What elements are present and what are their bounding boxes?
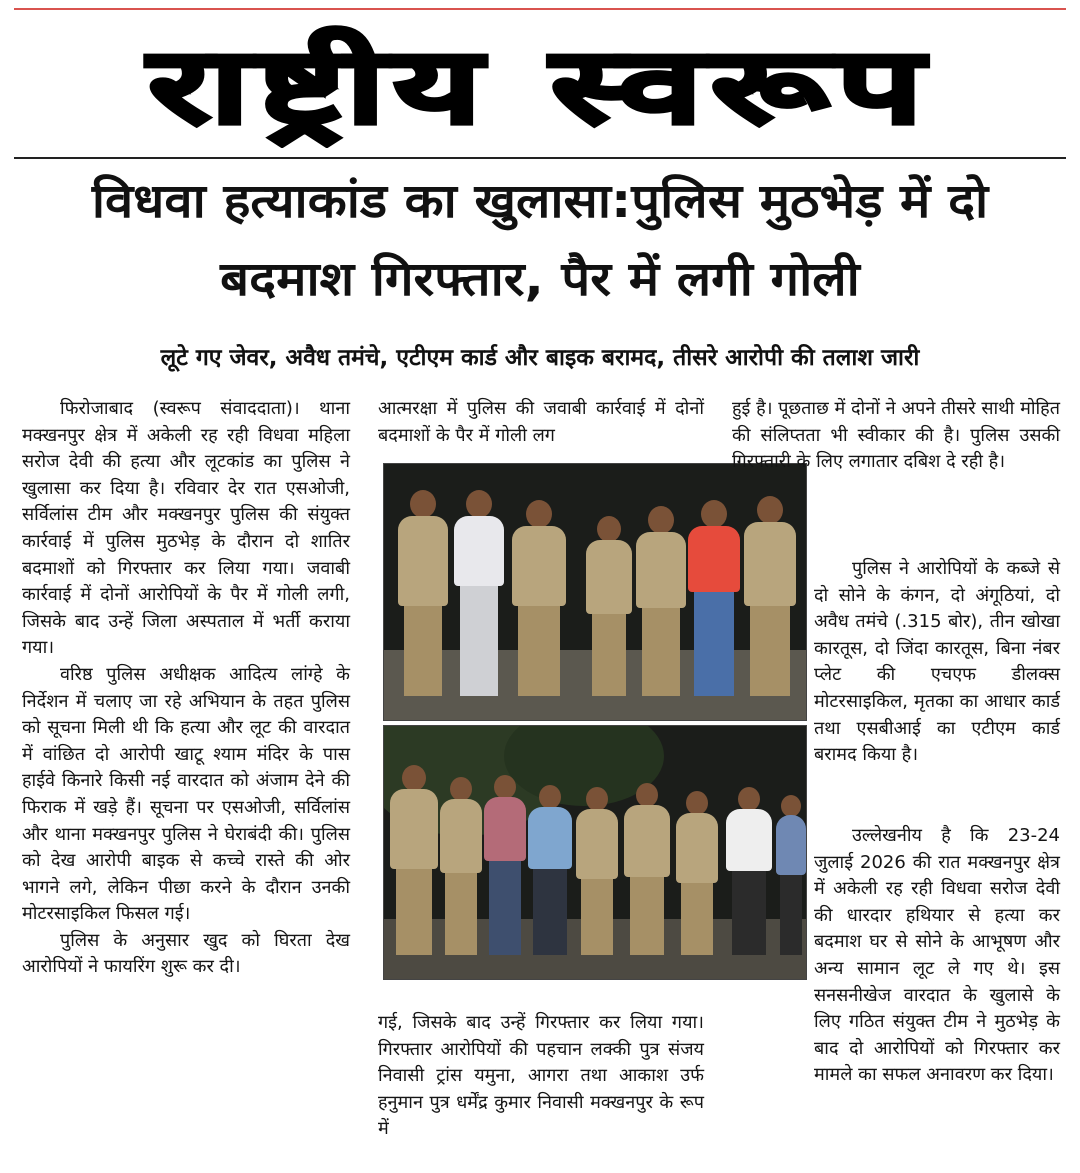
article-paragraph: वरिष्ठ पुलिस अधीक्षक आदित्य लांग्हे के निर्देशन में चलाए जा रहे अभियान के तहत पुलिस को सूचना मिली थी कि हत्या और लूट की वारदात में वांछित दो आरोपी खाटू श्याम मंदिर के पास हाईवे किनारे किसी नई वारदात को अंजाम देने की फिराक में खड़े हैं। सूचना पर एसओजी, सर्विलांस और थाना मक्खनपुर पुलिस ने घेराबंदी की। पुलिस को देख आरोपी बाइक से कच्चे रास्ते की ओर भागने लगे, लेकिन पीछा करने के दौरान उनकी मोटरसाइकिल फिसल गई। xyxy=(22,663,350,925)
photo-police-with-accused-1 xyxy=(383,463,807,721)
headline-line-1: विधवा हत्याकांड का खुलासा:पुलिस मुठभेड़ में दो xyxy=(91,174,989,229)
article-paragraph: पुलिस ने आरोपियों के कब्जे से दो सोने के कंगन, दो अंगूठियां, दो अवैध तमंचे (.315 बोर), तीन खोखा कारतूस, दो जिंदा कारतूस, बिना नंबर प्लेट की एचएफ डीलक्स मोटरसाइकिल, मृतका का आधार कार्ड तथा एसबीआई का एटीएम कार्ड बरामद किया है। xyxy=(814,558,1060,766)
subheadline: लूटे गए जेवर, अवैध तमंचे, एटीएम कार्ड और बाइक बरामद, तीसरे आरोपी की तलाश जारी xyxy=(160,345,920,371)
photo-police-with-accused-2 xyxy=(383,725,807,980)
article-paragraph: फिरोजाबाद (स्वरूप संवाददाता)। थाना मक्खनपुर क्षेत्र में अकेली रह रही विधवा महिला सरोज देवी की हत्या और लूटकांड का पुलिस ने खुलासा कर दिया है। रविवार देर रात एसओजी, सर्विलांस टीम और मक्खनपुर पुलिस की संयुक्त कार्रवाई में पुलिस मुठभेड़ के दौरान दो शातिर बदमाशों को गिरफ्तार कर लिया गया। जवाबी कार्रवाई में दोनों आरोपियों के पैर में गोली लगी, जिसके बाद उन्हें जिला अस्पताल में भर्ती कराया गया। xyxy=(22,398,350,659)
article-paragraph: उल्लेखनीय है कि 23-24 जुलाई 2026 की रात मक्खनपुर क्षेत्र में अकेली रह रही विधवा सरोज देवी की धारदार हथियार से हत्या कर बदमाश घर से सोने के आभूषण और अन्य सामान लूट ले गए थे। इस सनसनीखेज वारदात के खुलासे के लिए गठित संयुक्त टीम ने मुठभेड़ के बाद दो आरोपियों को गिरफ्तार कर मामले का सफल अनावरण कर दिया। xyxy=(814,825,1060,1086)
article-column-3-top xyxy=(732,396,1060,476)
masthead-title: राष्ट्रीय स्वरूप xyxy=(148,25,932,147)
masthead xyxy=(20,18,1060,154)
article-column-2-bottom xyxy=(378,1010,704,1143)
article-paragraph: आत्मरक्षा में पुलिस की जवाबी कार्रवाई में दोनों बदमाशों के पैर में गोली लग xyxy=(378,398,704,446)
article-column-1 xyxy=(22,396,350,981)
masthead-rule xyxy=(14,157,1066,159)
article-column-3-narrow-2 xyxy=(814,823,1060,1089)
article-column-3-narrow xyxy=(814,556,1060,769)
top-red-rule xyxy=(14,8,1066,10)
article-paragraph: हुई है। पूछताछ में दोनों ने अपने तीसरे साथी मोहित की संलिप्तता भी स्वीकार की है। पुलिस उसकी गिरफ्तारी के लिए लगातार दबिश दे रही है। xyxy=(732,398,1060,473)
article-paragraph: गई, जिसके बाद उन्हें गिरफ्तार कर लिया गया। गिरफ्तार आरोपियों की पहचान लक्की पुत्र संजय निवासी ट्रांस यमुना, आगरा तथा आकाश उर्फ हनुमान पुत्र धर्मेंद्र कुमार निवासी मक्खनपुर के रूप में xyxy=(378,1012,704,1140)
article-column-2-top xyxy=(378,396,704,449)
article-paragraph: पुलिस के अनुसार खुद को घिरता देख आरोपियों ने फायरिंग शुरू कर दी। xyxy=(22,929,350,978)
headline-line-2: बदमाश गिरफ्तार, पैर में लगी गोली xyxy=(220,252,860,307)
